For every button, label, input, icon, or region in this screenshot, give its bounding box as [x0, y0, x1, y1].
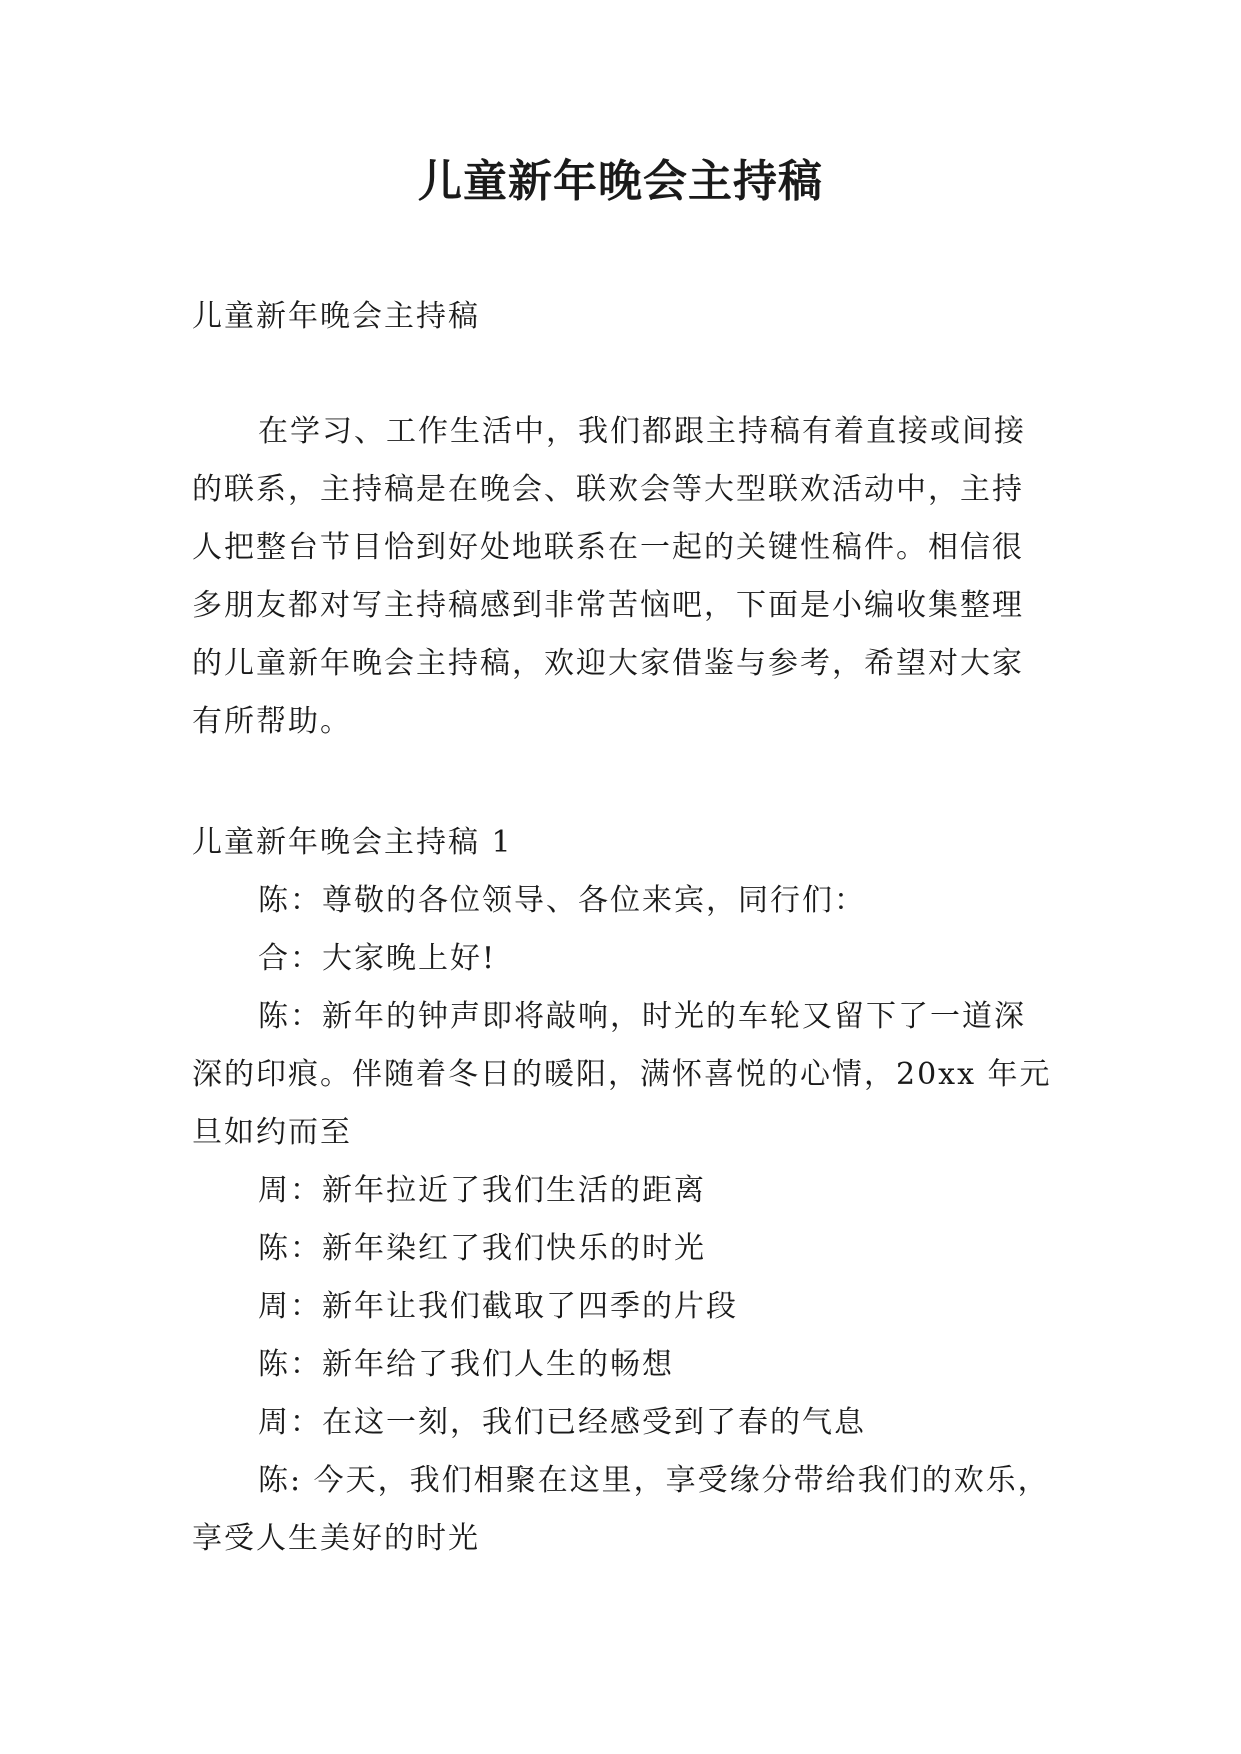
script-line: 周：新年让我们截取了四季的片段 [258, 1289, 738, 1324]
script-line: 陈：尊敬的各位领导、各位来宾，同行们： [258, 883, 866, 918]
script-line: 陈：新年给了我们人生的畅想 [258, 1347, 674, 1382]
document-title: 儿童新年晚会主持稿 [418, 156, 823, 207]
script-line: 周：在这一刻，我们已经感受到了春的气息 [258, 1405, 866, 1440]
script-section [192, 814, 1052, 1568]
script-line: 周：新年拉近了我们生活的距离 [258, 1173, 706, 1208]
section-heading: 儿童新年晚会主持稿 1 [192, 825, 513, 860]
intro-block [192, 403, 1052, 751]
script-line: 陈：新年染红了我们快乐的时光 [258, 1231, 706, 1266]
script-line: 陈: 今天，我们相聚在这里，享受缘分带给我们的欢乐，享受人生美好的时光 [192, 1463, 1050, 1556]
script-line: 合：大家晚上好! [258, 941, 497, 976]
script-line: 陈：新年的钟声即将敲响，时光的车轮又留下了一道深深的印痕。伴随着冬日的暖阳，满怀喜悦的心情，20xx 年元旦如约而至 [192, 999, 1052, 1150]
intro-paragraph: 在学习、工作生活中，我们都跟主持稿有着直接或间接的联系，主持稿是在晚会、联欢会等大型联欢活动中，主持人把整台节目恰到好处地联系在一起的关键性稿件。相信很多朋友都对写主持稿感到非常苦恼吧，下面是小编收集整理的儿童新年晚会主持稿，欢迎大家借鉴与参考，希望对大家有所帮助。 [192, 414, 1026, 739]
document-subtitle: 儿童新年晚会主持稿 [192, 299, 480, 334]
